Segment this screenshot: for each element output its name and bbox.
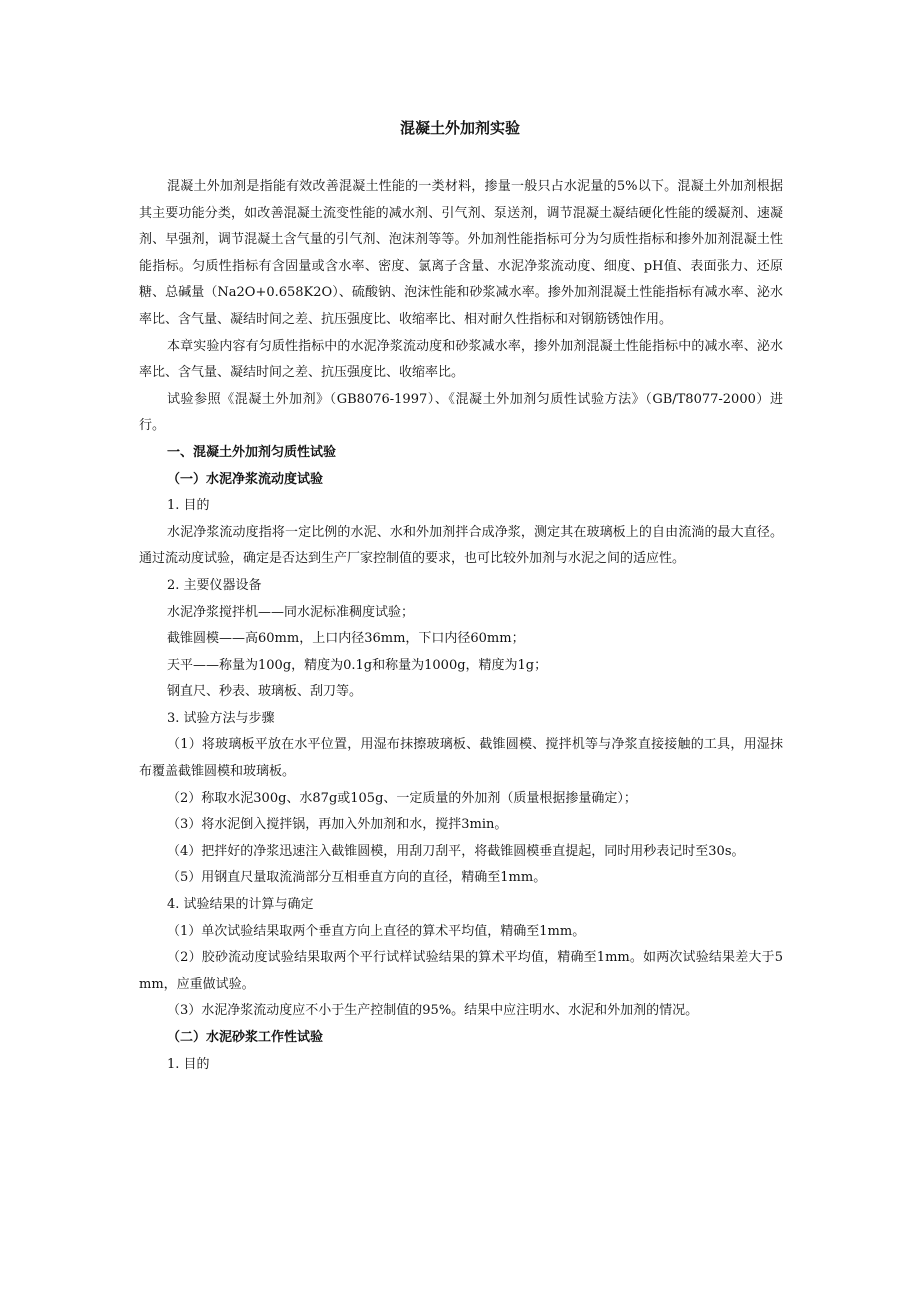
subsection-heading: （一）水泥净浆流动度试验: [167, 471, 324, 487]
intro-paragraph: 混凝土外加剂是指能有效改善混凝土性能的一类材料，掺量一般只占水泥量的5%以下。混凝土外加剂根据其主要功能分类，如改善混凝土流变性能的减水剂、引气剂、泵送剂，调节混凝土凝结硬化性能的缓凝剂、速凝剂、早强剂，调节混凝土含气量的引气剂、泡沫剂等等。外加剂性能指标可分为匀质性指标和掺外加剂混凝土性能指标。匀质性指标有含固量或含水率、密度、氯离子含量、水泥净浆流动度、细度、pH值、表面张力、还原糖、总碱量（Na2O+0.658K2O）、硫酸钠、泡沫性能和砂浆减水率。掺外加剂混凝土性能指标有减水率、泌水率比、含气量、凝结时间之差、抗压强度比、收缩率比、相对耐久性指标和对钢筋锈蚀作用。: [139, 179, 783, 327]
procedure-step: （3）将水泥倒入搅拌锅，再加入外加剂和水，搅拌3min。: [167, 817, 508, 833]
result-item: （3）水泥净浆流动度应不小于生产控制值的95%。结果中应注明水、水泥和外加剂的情况。: [167, 1003, 699, 1019]
result-item: （2）胶砂流动度试验结果取两个平行试样试验结果的算术平均值，精确至1mm。如两次试验结果差大于5mm，应重做试验。: [139, 950, 783, 992]
item-title: 4. 试验结果的计算与确定: [167, 897, 314, 913]
item-title: 1. 目的: [167, 498, 210, 514]
item-title: 2. 主要仪器设备: [167, 577, 262, 593]
equipment-line: 水泥净浆搅拌机——同水泥标准稠度试验；: [167, 604, 415, 620]
result-item: （1）单次试验结果取两个垂直方向上直径的算术平均值，精确至1mm。: [167, 923, 586, 939]
subsection-heading: （二）水泥砂浆工作性试验: [167, 1030, 324, 1045]
document-body: [139, 174, 783, 1078]
equipment-line: 天平——称量为100g，精度为0.1g和称量为1000g，精度为1g；: [167, 657, 548, 673]
item-title: 1. 目的: [167, 1056, 210, 1072]
reference-paragraph: 试验参照《混凝土外加剂》（GB8076-1997）、《混凝土外加剂匀质性试验方法》（GB/T8077-2000）进行。: [139, 391, 783, 434]
document-title: 混凝土外加剂实验: [399, 119, 520, 137]
section-heading: 一、混凝土外加剂匀质性试验: [167, 444, 337, 460]
procedure-step: （2）称取水泥300g、水87g或105g、一定质量的外加剂（质量根据掺量确定）；: [167, 790, 637, 806]
equipment-line: 截锥圆模——高60mm，上口内径36mm，下口内径60mm；: [167, 631, 525, 647]
procedure-step: （5）用钢直尺量取流淌部分互相垂直方向的直径，精确至1mm。: [167, 870, 547, 886]
item-title: 3. 试验方法与步骤: [167, 710, 275, 726]
purpose-paragraph: 水泥净浆流动度指将一定比例的水泥、水和外加剂拌合成净浆，测定其在玻璃板上的自由流淌的最大直径。通过流动度试验，确定是否达到生产厂家控制值的要求，也可比较外加剂与水泥之间的适应性。: [139, 524, 783, 567]
scope-paragraph: 本章实验内容有匀质性指标中的水泥净浆流动度和砂浆减水率，掺外加剂混凝土性能指标中的减水率、泌水率比、含气量、凝结时间之差、抗压强度比、收缩率比。: [139, 338, 783, 381]
procedure-step: （1）将玻璃板平放在水平位置，用湿布抹擦玻璃板、截锥圆模、搅拌机等与净浆直接接触的工具，用湿抹布覆盖截锥圆模和玻璃板。: [139, 737, 783, 780]
procedure-step: （4）把拌好的净浆迅速注入截锥圆模，用刮刀刮平，将截锥圆模垂直提起，同时用秒表记时至30s。: [167, 843, 745, 859]
equipment-line: 钢直尺、秒表、玻璃板、刮刀等。: [167, 684, 363, 700]
